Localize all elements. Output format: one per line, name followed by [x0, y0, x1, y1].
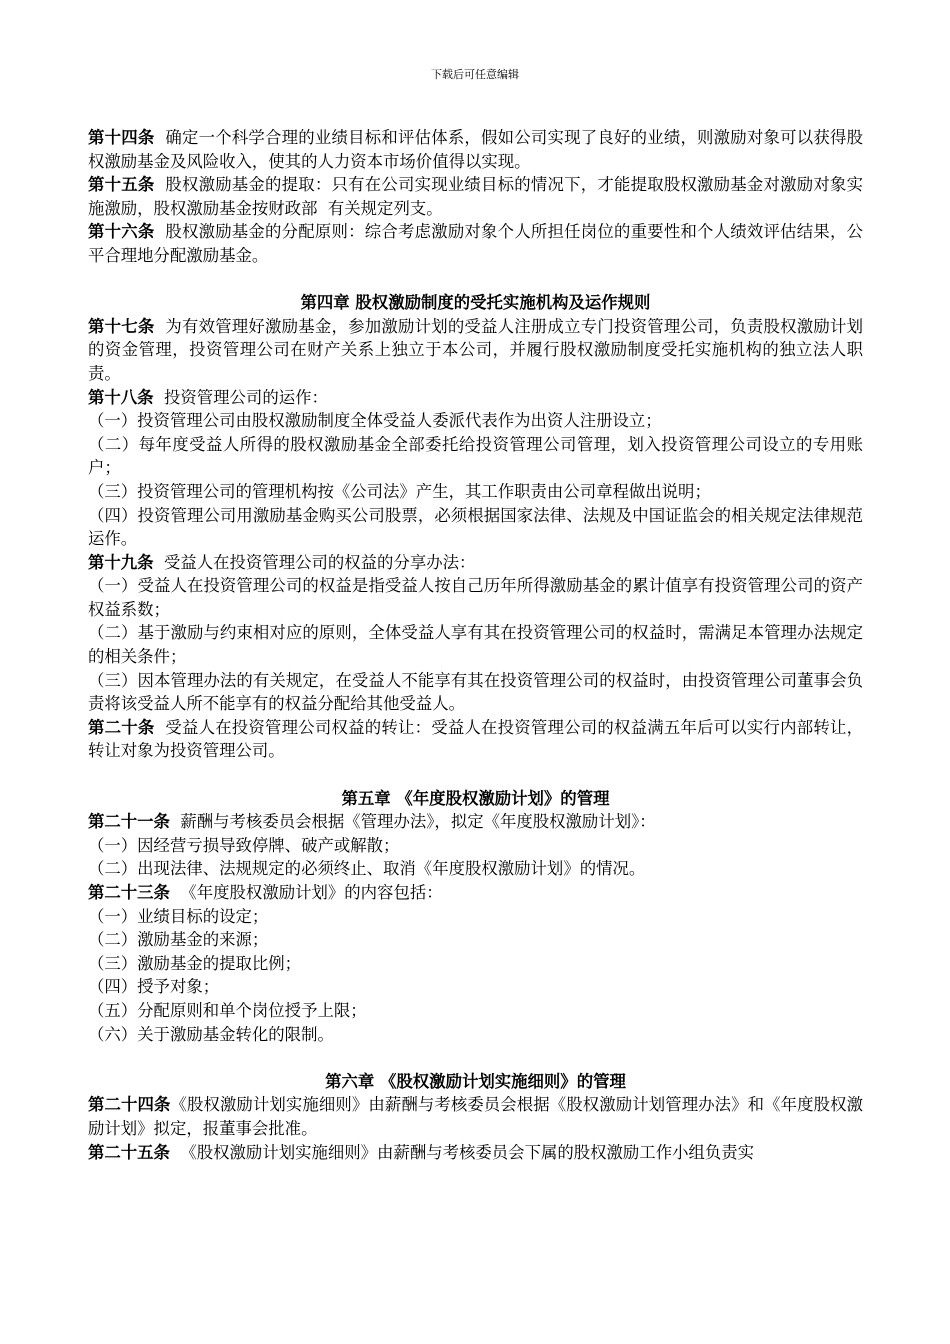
paragraph-text: （二）激励基金的来源； [88, 930, 269, 950]
paragraph-text: （四）授予对象； [88, 977, 220, 997]
article-number: 第十八条 [88, 387, 154, 407]
article-paragraph [88, 881, 863, 905]
paragraph-text: （一）因经营亏损导致停牌、破产或解散； [88, 835, 400, 855]
paragraph-text: 为有效管理好激励基金，参加激励计划的受益人注册成立专门投资管理公司，负责股权激励计划的资金管理，投资管理公司在财产关系上独立于本公司，并履行股权激励制度受托实施机构的独立法人职责。 [88, 316, 863, 383]
article-paragraph [88, 386, 863, 410]
chapter-heading: 第四章 股权激励制度的受托实施机构及运作规则 [300, 293, 651, 313]
list-item [88, 621, 863, 668]
paragraph-text: （六）关于激励基金转化的限制。 [88, 1024, 334, 1044]
article-number: 第十五条 [88, 175, 155, 195]
paragraph-text: （二）基于激励与约束相对应的原则，全体受益人享有其在投资管理公司的权益时，需满足本管理办法规定的相关条件； [88, 623, 863, 667]
paragraph-text: （三）投资管理公司的管理机构按《公司法》产生，其工作职责由公司章程做出说明； [88, 481, 711, 501]
article-number: 第二十三条 [88, 883, 170, 902]
article-paragraph [88, 810, 863, 834]
article-paragraph [88, 173, 863, 220]
list-item [88, 975, 863, 999]
article-number: 第十六条 [88, 222, 155, 242]
paragraph-text: 受益人在投资管理公司权益的转让：受益人在投资管理公司的权益满五年后可以实行内部转让，转让对象为投资管理公司。 [88, 717, 863, 761]
paragraph-text: 《股权激励计划实施细则》由薪酬与考核委员会根据《股权激励计划管理办法》和《年度股权激励计划》拟定，报董事会批准。 [88, 1095, 864, 1138]
article-number: 第二十一条 [88, 812, 170, 832]
list-item [88, 905, 863, 929]
paragraph-text: （一）受益人在投资管理公司的权益是指受益人按自己历年所得激励基金的累计值享有投资管理公司的资产权益系数； [88, 576, 863, 619]
paragraph-text: 薪酬与考核委员会根据《管理办法》，拟定《年度股权激励计划》： [169, 812, 656, 832]
article-paragraph [88, 1141, 863, 1165]
article-paragraph [88, 1093, 863, 1140]
paragraph-text: （二）每年度受益人所得的股权激励基金全部委托给投资管理公司管理，划入投资管理公司设立的专用账户； [88, 434, 863, 478]
list-item [88, 409, 863, 433]
paragraph-text: （四）投资管理公司用激励基金购买公司股票，必须根据国家法律、法规及中国证监会的相关规定法律规范运作。 [88, 505, 863, 549]
article-number: 第十七条 [88, 316, 155, 336]
list-item [88, 1023, 863, 1047]
paragraph-text: （一）投资管理公司由股权激励制度全体受益人委派代表作为出资人注册设立； [88, 411, 662, 431]
list-item [88, 857, 863, 881]
article-paragraph [88, 126, 863, 173]
paragraph-text: （三）因本管理办法的有关规定，在受益人不能享有其在投资管理公司的权益时，由投资管理公司董事会负责将该受益人所不能享有的权益分配给其他受益人。 [88, 670, 863, 714]
article-paragraph [88, 551, 863, 575]
article-number: 第二十条 [88, 717, 155, 737]
paragraph-text: 受益人在投资管理公司的权益的分享办法： [153, 552, 476, 572]
document-body [88, 126, 863, 1164]
list-item [88, 433, 863, 480]
list-item [88, 928, 863, 952]
paragraph-text: 确定一个科学合理的业绩目标和评估体系，假如公司实现了良好的业绩，则激励对象可以获得股权激励基金及风险收入，使其的人力资本市场价值得以实现。 [88, 128, 863, 171]
article-number: 第十九条 [88, 552, 154, 572]
paragraph-text: 《年度股权激励计划》的内容包括： [169, 883, 443, 902]
article-paragraph [88, 315, 863, 386]
list-item [88, 574, 863, 621]
paragraph-text: 股权激励基金的提取：只有在公司实现业绩目标的情况下，才能提取股权激励基金对激励对象实施激励，股权激励基金按财政部 有关规定列支。 [88, 175, 863, 218]
paragraph-text: （二）出现法律、法规规定的必须终止、取消《年度股权激励计划》的情况。 [88, 859, 646, 879]
article-number: 第十四条 [88, 128, 155, 147]
list-item [88, 669, 863, 716]
page-header: 下载后可任意编辑 [431, 68, 519, 81]
list-item [88, 999, 863, 1023]
article-number: 第二十五条 [88, 1142, 170, 1162]
list-item [88, 834, 863, 858]
section-spacer [88, 1046, 863, 1070]
article-paragraph [88, 220, 863, 267]
paragraph-text: 《股权激励计划实施细则》由薪酬与考核委员会下属的股权激励工作小组负责实 [169, 1142, 755, 1162]
chapter-heading: 第六章 《股权激励计划实施细则》的管理 [325, 1071, 626, 1091]
chapter-heading: 第五章 《年度股权激励计划》的管理 [341, 788, 610, 808]
paragraph-text: （一）业绩目标的设定； [88, 906, 269, 926]
paragraph-text: 股权激励基金的分配原则：综合考虑激励对象个人所担任岗位的重要性和个人绩效评估结果，公平合理地分配激励基金。 [88, 222, 863, 265]
article-number: 第二十四条 [88, 1095, 171, 1115]
paragraph-text: （三）激励基金的提取比例； [88, 953, 302, 973]
list-item [88, 952, 863, 976]
section-spacer [88, 763, 863, 787]
section-spacer [88, 268, 863, 292]
article-paragraph [88, 716, 863, 763]
list-item [88, 480, 863, 504]
list-item [88, 504, 863, 551]
paragraph-text: 投资管理公司的运作： [153, 387, 328, 407]
paragraph-text: （五）分配原则和单个岗位授予上限； [88, 1000, 367, 1020]
